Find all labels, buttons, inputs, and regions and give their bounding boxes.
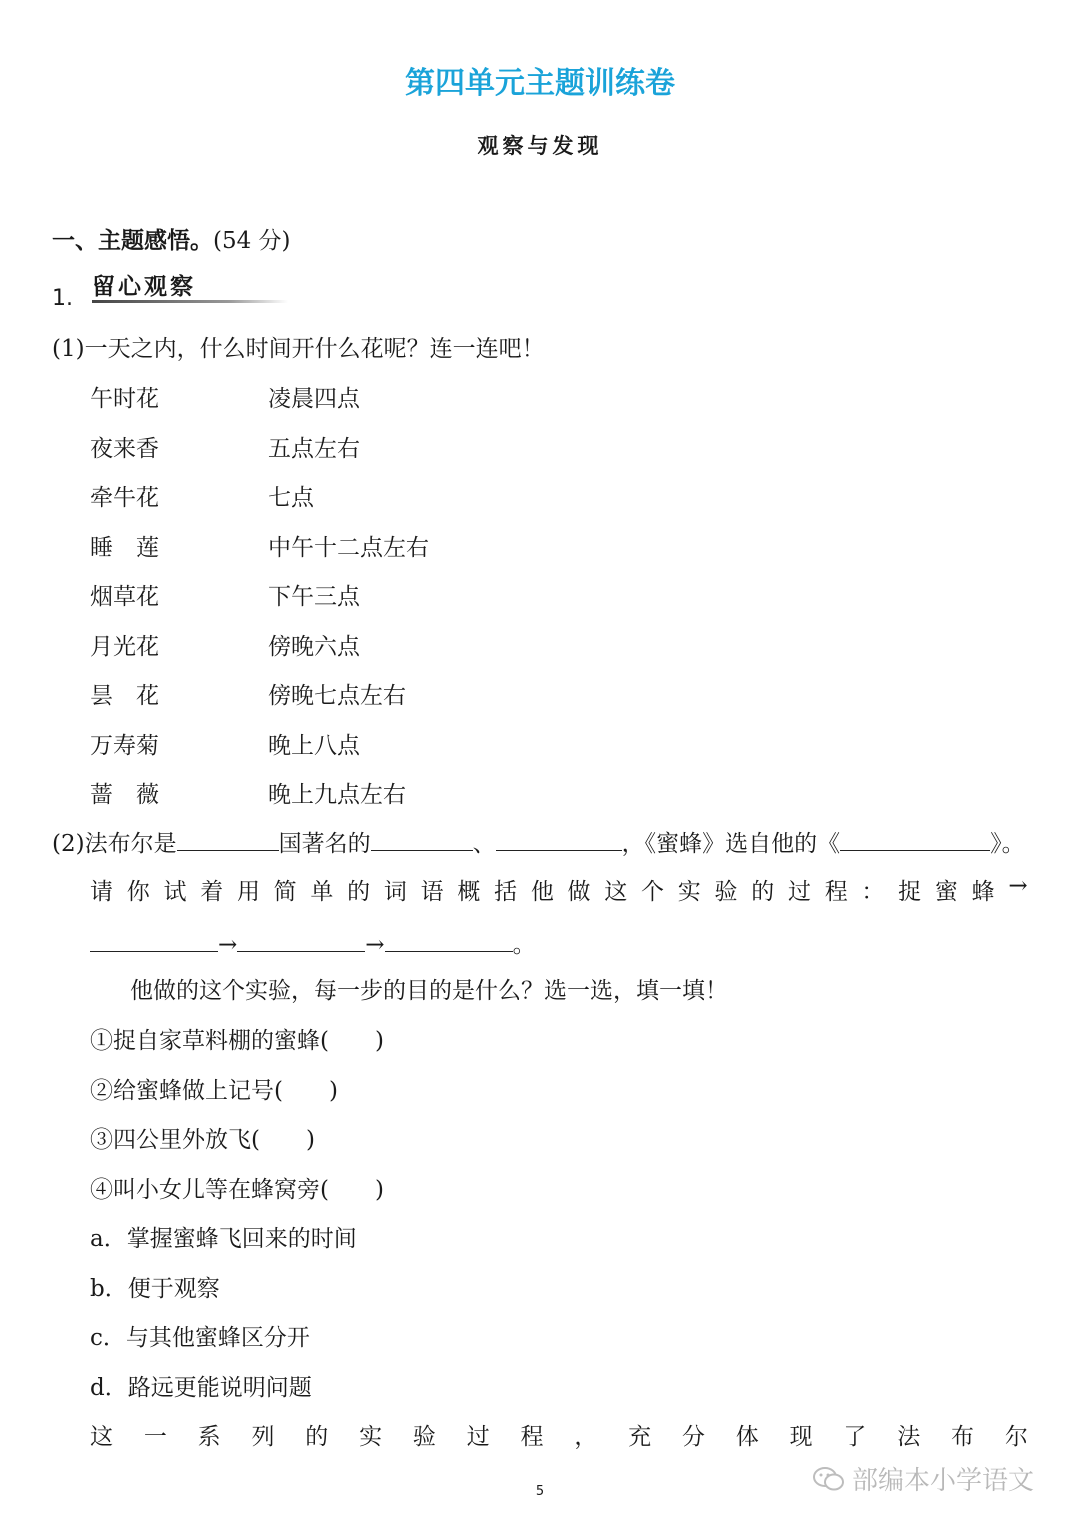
step-item[interactable]: ④叫小女儿等在蜂窝旁( ) (90, 1176, 384, 1203)
line2-char: 括 (494, 879, 518, 905)
flower-item[interactable]: 烟草花 (90, 584, 159, 610)
time-item[interactable]: 中午十二点左右 (268, 534, 429, 561)
line2-char: 词 (383, 879, 407, 905)
watermark-text: 部编本小学语文 (852, 1466, 1035, 1496)
lastline-char: 过 (466, 1424, 490, 1450)
line2-char: ： (861, 879, 885, 905)
blank-step-1[interactable] (90, 929, 218, 952)
flower-item[interactable]: 蔷 薇 (90, 782, 159, 808)
q1-2-last-line (90, 1418, 1028, 1451)
time-item[interactable]: 五点左右 (268, 435, 360, 462)
step-item[interactable]: ②给蜜蜂做上记号( ) (90, 1077, 338, 1104)
line2-char: 的 (347, 879, 371, 905)
page-subtitle: 观察与发现 (477, 133, 603, 158)
line2-char: 蜜 (934, 879, 958, 905)
option-item: c．与其他蜜蜂区分开 (90, 1325, 310, 1351)
step-item[interactable]: ①捉自家草料棚的蜜蜂( ) (90, 1028, 384, 1054)
line2-char: 用 (236, 879, 260, 905)
line2-char: 蜂 (971, 879, 995, 905)
period-mark: 。 (512, 932, 536, 958)
time-item[interactable]: 晚上八点 (268, 732, 360, 759)
line2-char: 试 (163, 879, 187, 905)
blank-book[interactable] (840, 828, 990, 851)
question-tag: 留心观察 (92, 274, 196, 300)
lastline-char: 一 (143, 1424, 167, 1450)
option-item: a．掌握蜜蜂飞回来的时间 (90, 1226, 357, 1252)
tag-underline (92, 300, 288, 303)
arrow-icon: → (218, 932, 238, 958)
line2-char: 这 (604, 879, 628, 905)
flower-item[interactable]: 睡 莲 (90, 534, 159, 561)
section-label: 一、主题感悟。 (52, 228, 213, 254)
flower-item[interactable]: 昙 花 (90, 683, 159, 709)
flower-item[interactable]: 万寿菊 (90, 732, 159, 759)
lastline-char: ， (574, 1424, 598, 1450)
line2-char: 程 (824, 879, 848, 905)
line2-char: 你 (126, 879, 150, 905)
lastline-char: 了 (843, 1424, 867, 1450)
time-item[interactable]: 七点 (268, 485, 314, 511)
section-heading (52, 222, 291, 255)
time-item[interactable]: 凌晨四点 (268, 386, 360, 412)
time-item[interactable]: 傍晚七点左右 (268, 683, 406, 709)
q1-2-text-d: ，《蜜蜂》选自他的《 (621, 831, 841, 857)
flower-item[interactable]: 午时花 (90, 386, 159, 412)
blank-step-3[interactable] (385, 929, 513, 952)
lastline-char: 验 (412, 1424, 436, 1450)
q1-2-text-e: 》。 (990, 831, 1025, 857)
blank-country[interactable] (177, 828, 279, 851)
line2-char: 语 (420, 879, 444, 905)
flower-item[interactable]: 月光花 (90, 633, 159, 660)
line2-char: 捉 (898, 879, 922, 905)
step-item[interactable]: ③四公里外放飞( ) (90, 1127, 315, 1153)
line2-char: 的 (751, 879, 775, 905)
lastline-char: 实 (359, 1424, 383, 1450)
page-number: 5 (535, 1484, 545, 1499)
wechat-icon (812, 1465, 846, 1493)
lastline-char: 程 (520, 1424, 544, 1450)
arrow-icon: → (365, 932, 385, 958)
lastline-char: 布 (951, 1424, 974, 1450)
option-item: b．便于观察 (90, 1275, 220, 1302)
watermark (812, 1460, 1034, 1497)
q1-2-text-c: 、 (472, 831, 496, 857)
lastline-char: 列 (251, 1424, 275, 1450)
line2-char: 做 (567, 879, 591, 905)
lastline-char: 系 (197, 1424, 221, 1450)
line2-char: 着 (200, 879, 224, 905)
line2-char: 请 (90, 879, 113, 905)
section-score: (54 分) (213, 228, 291, 254)
q1-1-prompt: (1)一天之内，什么时间开什么花呢？连一连吧！ (52, 336, 545, 362)
lastline-char: 这 (90, 1424, 113, 1450)
time-item[interactable]: 傍晚六点 (268, 633, 360, 660)
q1-2-text-b: 国著名的 (278, 831, 371, 857)
line2-char: 简 (273, 879, 297, 905)
q1-2-line1 (52, 825, 1025, 858)
option-item: d．路远更能说明问题 (90, 1374, 312, 1401)
lastline-char: 分 (681, 1424, 705, 1450)
q1-2-text-a: (2)法布尔是 (52, 831, 177, 857)
time-item[interactable]: 晚上九点左右 (268, 782, 406, 808)
line2-char: 个 (641, 879, 665, 905)
flower-item[interactable]: 牵牛花 (90, 485, 159, 511)
line2-char: 概 (457, 879, 481, 905)
blank-profession-1[interactable] (371, 828, 473, 851)
line2-char: 过 (787, 879, 811, 905)
lastline-char: 体 (735, 1424, 759, 1450)
q1-2-instruction: 他做的这个实验，每一步的目的是什么？选一选，填一填！ (130, 978, 728, 1004)
line2-char: 实 (677, 879, 701, 905)
lastline-char: 的 (305, 1424, 329, 1450)
question-number: 1. (52, 286, 73, 311)
q1-2-line2 (90, 873, 1028, 906)
line2-char: 验 (714, 879, 738, 905)
blank-step-2[interactable] (237, 929, 365, 952)
page-title: 第四单元主题训练卷 (405, 66, 675, 101)
lastline-char: 充 (628, 1424, 652, 1450)
line2-char: → (1008, 873, 1028, 899)
lastline-char: 现 (789, 1424, 813, 1450)
blank-profession-2[interactable] (496, 828, 622, 851)
line2-char: 单 (310, 879, 334, 905)
line2-char: 他 (530, 879, 554, 905)
time-item[interactable]: 下午三点 (268, 584, 360, 610)
lastline-char: 法 (897, 1424, 921, 1450)
q1-2-process-blanks (90, 926, 536, 959)
lastline-char: 尔 (1004, 1424, 1028, 1450)
flower-item[interactable]: 夜来香 (90, 435, 159, 462)
